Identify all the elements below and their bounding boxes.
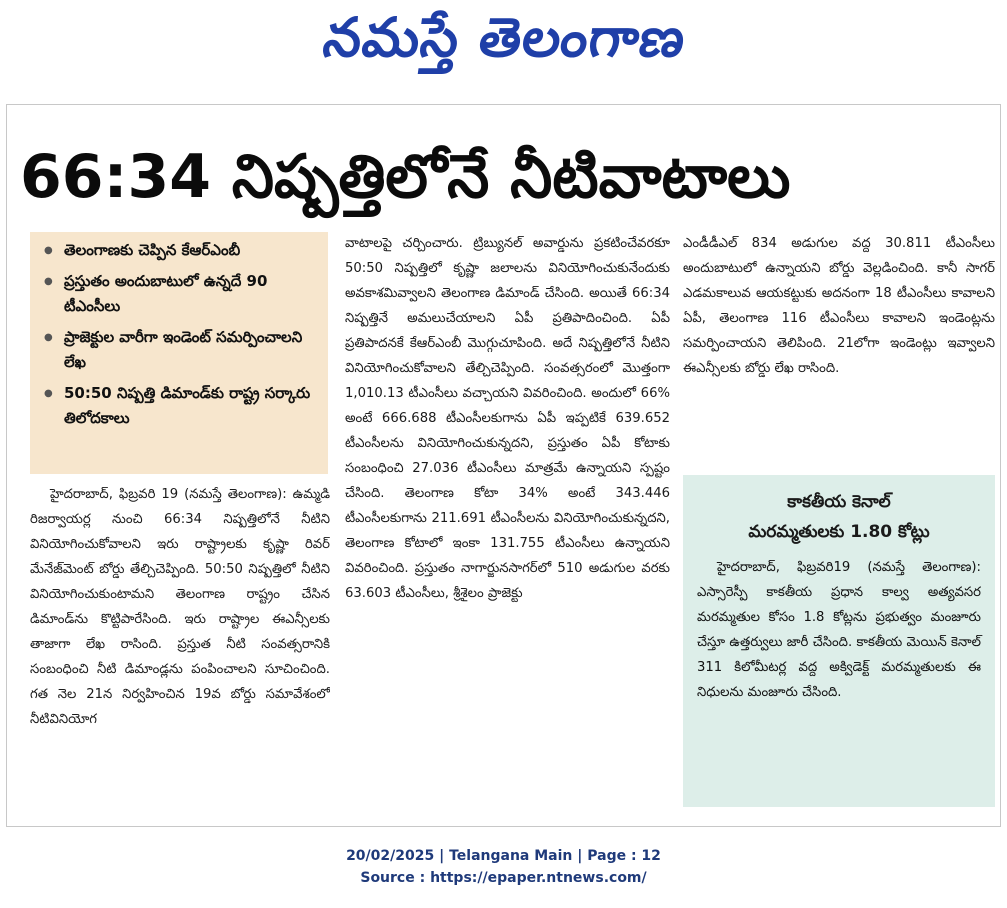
sidebar-news-box — [683, 475, 995, 807]
highlights-list — [40, 238, 320, 431]
sidebar-headline-line1: కాకతీయ కెనాల్‌ — [787, 492, 891, 512]
page-footer — [0, 845, 1007, 889]
highlight-item: ● 50:50 నిష్పత్తి డిమాండ్‌కు రాష్ట్ర సర్కారు తిలోదకాలు — [40, 381, 320, 431]
sidebar-body — [697, 555, 981, 705]
highlights-box — [30, 232, 328, 474]
frame-bottom-rule — [6, 826, 1001, 827]
article-paragraph: వాటాలపై చర్చించారు. ట్రిబ్యునల్‌ అవార్డును ప్రకటించేవరకూ 50:50 నిష్పత్తిలో కృష్ణా జలాలను వినియోగించుకునేందుకు అవకాశమివ్వాలని తెలంగాణ డిమాండ్‌ చేసింది. అయితే 66:34 నిష్పత్తినే అమలుచేయాలని ఏపీ ప్రతిపాదించింది. ఏపీ ప్రతిపాదనకే కేఆర్‌ఎంబీ మొగ్గుచూపింది. అదే నిష్పత్తిలోనే నీటిని వినియోగించుకోవాలని తేల్చిచెప్పింది. సంవత్సరంలో మొత్తంగా 1,010.13 టీఎంసీలు వచ్చాయని వివరించింది. అందులో 66% అంటే 666.688 టీఎంసీలకుగాను ఏపీ ఇప్పటికే 639.652 టీఎంసీలను వినియోగించుకున్నదని, ప్రస్తుతం ఏపీ కోటాకు సంబంధించి 27.036 టీఎంసీలు మాత్రమే ఉన్నాయని స్పష్టం చేసింది. తెలంగాణ కోటా 34% అంటే 343.446 టీఎంసీలకుగాను 211.691 టీఎంసీలను వినియోగించుకున్నదని, తెలంగాణ కోటాలో ఇంకా 131.755 టీఎంసీలు ఉన్నాయని వివరించింది. ప్రస్తుతం నాగార్జునసాగర్‌లో 510 అడుగుల వరకు 63.603 టీఎంసీలు, శ్రీశైలం ప్రాజెక్టు — [345, 236, 670, 601]
article-column-1 — [30, 482, 330, 822]
frame-right-rule — [1000, 104, 1001, 826]
frame-left-rule — [6, 104, 7, 826]
footer-source-link[interactable]: Source : https://epaper.ntnews.com/ — [360, 870, 647, 886]
highlight-item: ● తెలంగాణకు చెప్పిన కేఆర్‌ఎంబీ — [40, 238, 320, 263]
article-column-2 — [345, 231, 670, 821]
sidebar-paragraph: హైదరాబాద్‌, ఫిబ్రవరి19 (నమస్తే తెలంగాణ): ఎస్సారెస్పీ కాకతీయ ప్రధాన కాల్వ అత్యవసర మరమ్మతుల కోసం 1.8 కోట్లను ప్రభుత్వం మంజూరు చేస్తూ ఉత్తర్వులు జారీ చేసింది. కాకతీయ మెయిన్‌ కెనాల్‌ 311 కిలోమీటర్ల వద్ద అక్విడెక్ట్‌ మరమ్మతులకు ఈ నిధులను మంజూరు చేసింది. — [697, 560, 981, 700]
article-paragraph: ఎండీడీఎల్‌ 834 అడుగుల వద్ద 30.811 టీఎంసీలు అందుబాటులో ఉన్నాయని బోర్డు వెల్లడించింది. కానీ సాగర్‌ ఎడమకాలువ ఆయకట్టుకు అదనంగా 18 టీఎంసీలు కావాలని ఏపీ, తెలంగాణ 116 టీఎంసీలు కావాలని ఇండెంట్లను సమర్పించాయని తెలిపింది. 21లోగా ఇండెంట్లు ఇవ్వాలని ఈఎన్సీలకు బోర్డు లేఖ రాసింది. — [683, 236, 995, 376]
frame-top-rule — [6, 104, 1001, 105]
sidebar-headline-line2: మరమ్మతులకు 1.80 కోట్లు — [748, 522, 930, 542]
masthead — [0, 0, 1007, 92]
article-headline: 66:34 నిష్పత్తిలోనే నీటివాటాలు — [20, 142, 791, 212]
footer-edition-info: 20/02/2025 | Telangana Main | Page : 12 — [346, 848, 661, 864]
sidebar-headline — [697, 487, 981, 547]
highlight-item: ● ప్రస్తుతం అందుబాటులో ఉన్నదే 90 టీఎంసీలు — [40, 269, 320, 319]
masthead-logo: నమస్తే తెలంగాణ — [319, 6, 690, 69]
article-paragraph: హైదరాబాద్‌, ఫిబ్రవరి 19 (నమస్తే తెలంగాణ): ఉమ్మడి రిజర్వాయర్ల నుంచి 66:34 నిష్పత్తిలోనే నీటిని వినియోగించుకోవాలని ఇరు రాష్ట్రాలకు కృష్ణా రివర్‌ మేనేజ్‌మెంట్‌ బోర్డు తేల్చిచెప్పింది. 50:50 నిష్పత్తిలో నీటిని వినియోగించుకుంటామని తెలంగాణ రాష్ట్రం చేసిన డిమాండ్‌ను కొట్టిపారేసింది. ఇరు రాష్ట్రాల ఈఎన్సీలకు తాజాగా లేఖ రాసింది. ప్రస్తుత నీటి సంవత్సరానికి సంబంధించి నీటి డిమాండ్లను పంపించాలని సూచించింది. గత నెల 21న నిర్వహించిన 19వ బోర్డు సమావేశంలో నీటివినియోగ — [30, 487, 330, 727]
article-column-3 — [683, 231, 995, 459]
highlight-item: ● ప్రాజెక్టుల వారీగా ఇండెంట్‌ సమర్పించాలని లేఖ — [40, 325, 320, 375]
